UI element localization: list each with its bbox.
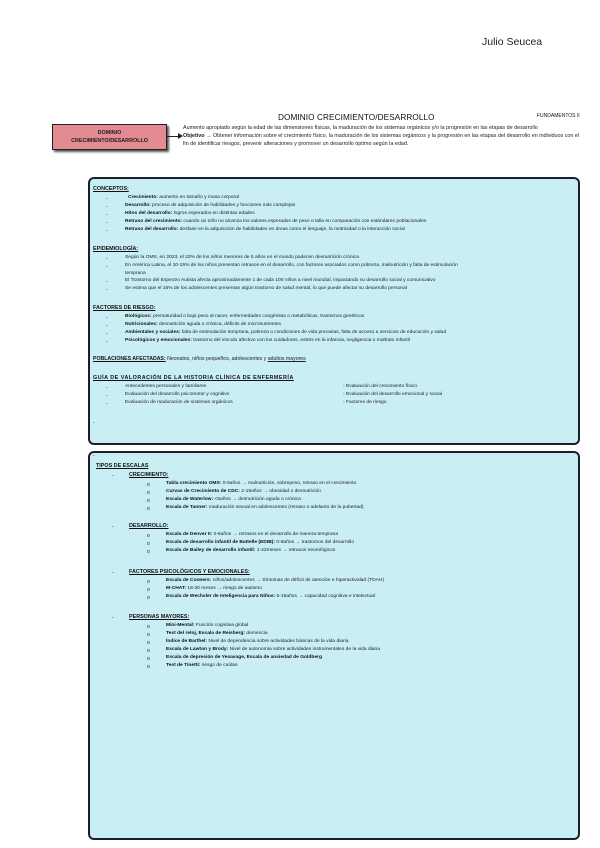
bullet-marker: -	[106, 264, 108, 270]
bullet-marker: -	[112, 473, 114, 479]
circle-bullet-icon: o	[147, 632, 150, 638]
page-label: FUNDAMENTOS II	[537, 113, 580, 119]
escala-item: Escala de Denver II: 0-6años → retrasos en el desarrollo de manera temprana	[166, 532, 339, 537]
guia-left-item: Antecedentes personales y familiares	[125, 384, 207, 389]
factor-item: Biológicos: prematuridad o bajo peso al nacer, enfermedades congénitas o metabólicas, trastornos genéticos	[125, 314, 365, 319]
concepto-item: Retraso del desarrollo: desfase en la adquisición de habilidades en áreas como el lenguaje, la motricidad o la interacción social	[125, 227, 405, 232]
circle-bullet-icon: o	[147, 533, 150, 539]
circle-bullet-icon: o	[147, 482, 150, 488]
escala-item: Curvas de Crecimiento de CDC: 2-19años → obesidad o desnutrición	[166, 489, 321, 494]
domain-box-line2: CRECIMIENTO/DESARROLLO	[71, 138, 148, 144]
escalas-group-heading: DESARROLLO:	[129, 523, 169, 529]
guia-right-item: - Evaluación del desarrollo emocional y social	[343, 392, 442, 397]
epidemiologia-item-wrap: temprana	[125, 271, 146, 276]
bullet-marker: -	[106, 279, 108, 285]
epidemiologia-item: El Trastorno del Espectro Autista afecta aproximadamente 1 de cada 100 niños a nivel mundial, impactando su desarrollo social y comunicativo	[125, 278, 436, 283]
bullet-marker: -	[106, 204, 108, 210]
bullet-marker: -	[106, 315, 108, 321]
bullet-marker: -	[106, 393, 108, 399]
escala-item: Índice de Barthel: Nivel de dependencia sobre actividades básicas de la vida diaria	[166, 639, 349, 644]
bullet-marker: -	[106, 385, 108, 391]
circle-bullet-icon: o	[147, 648, 150, 654]
circle-bullet-icon: o	[147, 587, 150, 593]
objective-label: Objetivo →	[183, 133, 212, 140]
bullet-marker: -	[106, 323, 108, 329]
escala-item: Escala de Lawton y Brody: Nivel de autonomía sobre actividades instrumentales de la vida diaria	[166, 647, 380, 652]
conceptos-title: CONCEPTOS:	[93, 186, 129, 192]
factor-item: Ambientales y sociales: falta de estimulación temprana, pobreza o condiciones de vida precarias, falta de acceso a servicios de educación y salud	[125, 330, 447, 335]
bullet-marker: -	[106, 228, 108, 234]
factor-item: Nutricionales: desnutrición aguda o crónica, déficits de micronutrientes	[125, 322, 282, 327]
epidemiologia-item: En América Latina, el 10-15% de los niños presentan retrasos en el desarrollo, con factores asociados como pobreza, malnutrición y falta de estimulación	[125, 263, 458, 268]
escala-item: Escala de Wechsler de Inteligencia para Niños: 6-16años → capacidad cognitiva e intelectual	[166, 594, 375, 599]
factor-item: Psicológicos y emocionales: trastorno del vínculo afectivo con los cuidadores, estrés en la infancia, negligencia o maltrato infantil	[125, 338, 410, 343]
escala-item: Escala de Bailey de desarrollo infantil: 1-42meses → retrasos neurológicos	[166, 548, 336, 553]
concepto-item: Hitos del desarrollo: logros esperados en distintas edades	[125, 211, 255, 216]
poblaciones-line: POBLACIONES AFECTADAS: Neonatos, niños pequeños, adolescentes y adultos mayores	[93, 356, 306, 362]
escala-item: Test de Tinetti: riesgo de caídas	[166, 663, 238, 668]
circle-bullet-icon: o	[147, 595, 150, 601]
guia-left-item: Evaluación del desarrollo psicomotor y cognitivo	[125, 392, 230, 397]
concepto-item: Crecimiento: aumento en tamaño y masa corporal	[128, 195, 239, 200]
bullet-marker: -	[106, 331, 108, 337]
circle-bullet-icon: o	[147, 664, 150, 670]
circle-bullet-icon: o	[147, 498, 150, 504]
circle-bullet-icon: o	[147, 490, 150, 496]
bullet-marker: -	[106, 196, 108, 202]
escala-item: M-CHAT: 16-30 meses → riesgo de autismo	[166, 586, 262, 591]
author-name: Julio Seucea	[482, 36, 543, 48]
domain-box-line1: DOMINIO	[97, 130, 122, 136]
bullet-marker: -	[106, 287, 108, 293]
bullet-marker: -	[106, 220, 108, 226]
bullet-marker: -	[93, 453, 95, 459]
bullet-marker: -	[112, 570, 114, 576]
escala-item: Tabla crecimiento OMS: 0-5años → malnutrición, sobrepeso, retraso en el crecimiento	[166, 481, 357, 486]
guia-title: GUÍA DE VALORACIÓN DE LA HISTORIA CLÍNICA DE ENFERMERÍA	[93, 375, 294, 381]
intro-definition: Aumento apropiado según la edad de las dimensiones físicas, la maduración de los sistemas orgánicos y/o la progresión en las etapas de desarrollo	[183, 125, 538, 131]
circle-bullet-icon: o	[147, 640, 150, 646]
bullet-marker: -	[106, 339, 108, 345]
bullet-marker: -	[112, 615, 114, 621]
factores-title: FACTORES DE RIESGO:	[93, 305, 156, 311]
escala-item: Escala de Conners: niños/adolescentes → Síntomas de déficit de atención e hiperactividad (TDAH)	[166, 578, 385, 583]
objective-text: Obtener información sobre el crecimiento físico, la maduración de los sistemas orgánicos y la progresión en las etapas del desarrollo en individuos con el fin de identificar riesgos, prevenir alteraciones y promover un desarrollo óptimo según la edad.	[183, 133, 580, 148]
escalas-title: TIPOS DE ESCALAS	[96, 463, 149, 469]
circle-bullet-icon: o	[147, 656, 150, 662]
escalas-group-heading: FACTORES PSICOLÓGICOS Y EMOCIONALES:	[129, 569, 250, 575]
concepto-item: Desarrollo: proceso de adquisición de habilidades y funciones más complejas	[125, 203, 296, 208]
escala-item: Mini-Mental: Función cognitiva global	[166, 623, 249, 628]
circle-bullet-icon: o	[147, 541, 150, 547]
escalas-group-heading: CRECIMIENTO:	[129, 472, 169, 478]
circle-bullet-icon: o	[147, 579, 150, 585]
escala-item: Escala de depresión de Yesavage, Escala de ansiedad de Goldberg	[166, 655, 322, 660]
circle-bullet-icon: o	[147, 549, 150, 555]
guia-left-item: Evaluación de maduración de sistemas orgánicos	[125, 400, 233, 405]
epidemiologia-item: Según la OMS, en 2023, el 22% de los niños menores de 5 años en el mundo padecen desnutrición crónica	[125, 255, 359, 260]
circle-bullet-icon: o	[147, 506, 150, 512]
concepto-item: Retraso del crecimiento: cuando un niño no alcanza los valores esperados de peso o talla en comparación con estándares poblacionales	[125, 219, 427, 224]
bullet-marker: -	[112, 524, 114, 530]
escala-item: Escala de Waterlow: <5años → desnutrición aguda o crónica	[166, 497, 301, 502]
epidemiologia-item: Se estima que el 16% de los adolescentes presentan algún trastorno de salud mental, lo que puede afectar su desarrollo personal	[125, 286, 407, 291]
circle-bullet-icon: o	[147, 624, 150, 630]
guia-right-item: - Factores de riesgo	[343, 400, 387, 405]
bullet-marker: -	[106, 256, 108, 262]
intro-text	[183, 124, 583, 149]
epidemiologia-title: EPIDEMIOLOGÍA:	[93, 246, 139, 252]
escala-item: Escala de Tanner: maduración sexual en adolescentes (retraso o adelanto de la pubertad)	[166, 505, 364, 510]
bullet-marker: -	[93, 420, 95, 426]
page-title: DOMINIO CRECIMIENTO/DESARROLLO	[278, 113, 435, 122]
bullet-marker: -	[106, 401, 108, 407]
bullet-marker: -	[106, 212, 108, 218]
escala-item: Test del reloj, Escala de Reisberg: demencia	[166, 631, 268, 636]
domain-box	[52, 124, 167, 150]
guia-right-item: - Evaluación del crecimiento físico	[343, 384, 417, 389]
escala-item: Escala de desarrollo infantil de Battelle (EDIB): 0-8años → trastornos del desarrollo	[166, 540, 355, 545]
escalas-group-heading: PERSONAS MAYORES:	[129, 614, 190, 620]
